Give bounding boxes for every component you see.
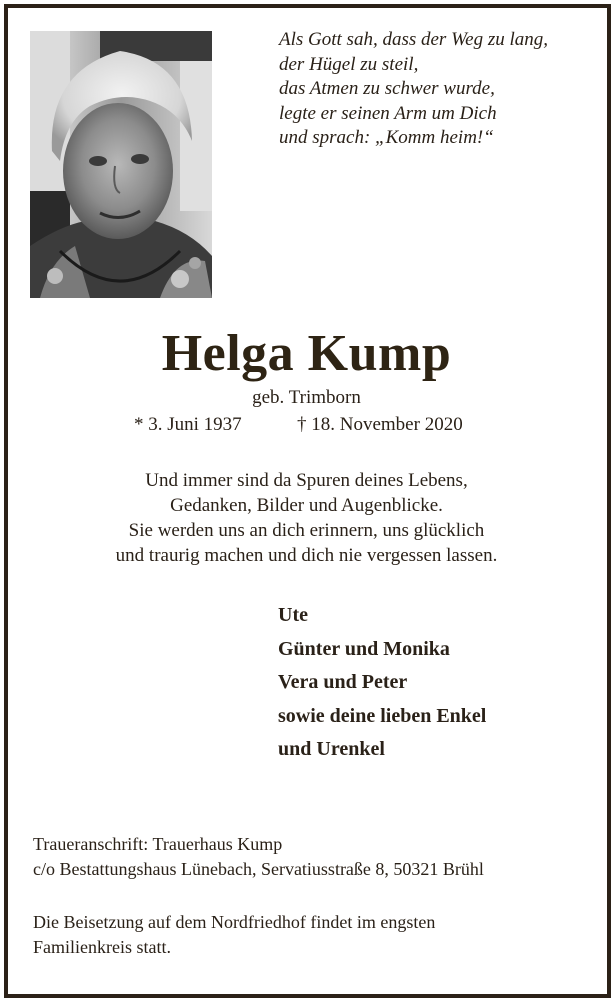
poem-line: Als Gott sah, dass der Weg zu lang,	[279, 29, 549, 50]
burial-line: Die Beisetzung auf dem Nordfriedhof findet im engsten	[33, 912, 436, 932]
mourners-list	[278, 599, 486, 767]
mourning-address	[33, 832, 484, 882]
verse-line: und traurig machen und dich nie vergessen lassen.	[115, 545, 498, 566]
birth-date: * 3. Juni 1937	[134, 414, 242, 435]
death-date: † 18. November 2020	[297, 414, 463, 435]
poem-line: das Atmen zu schwer wurde,	[279, 78, 495, 99]
address-line: c/o Bestattungshaus Lünebach, Servatiusstraße 8, 50321 Brühl	[33, 859, 484, 879]
birth-name: geb. Trimborn	[252, 387, 361, 408]
address-line: Traueranschrift: Trauerhaus Kump	[33, 834, 283, 854]
portrait-image	[30, 31, 212, 298]
mourner-line: und Urenkel	[278, 738, 385, 760]
verse-line: Gedanken, Bilder und Augenblicke.	[170, 495, 443, 516]
mourner-line: Vera und Peter	[278, 671, 408, 693]
mourner-line: Günter und Monika	[278, 637, 450, 660]
poem-block	[279, 28, 599, 151]
deceased-name: Helga Kump	[161, 325, 452, 382]
verse-line: Und immer sind da Spuren deines Lebens,	[145, 470, 468, 491]
burial-notice	[33, 910, 435, 960]
memorial-verse	[0, 468, 613, 568]
verse-line: Sie werden uns an dich erinnern, uns glücklich	[128, 520, 485, 541]
poem-line: legte er seinen Arm um Dich	[279, 102, 497, 124]
mourner-line: Ute	[278, 604, 308, 626]
burial-line: Familienkreis statt.	[33, 937, 171, 957]
poem-line: der Hügel zu steil,	[279, 53, 419, 75]
mourner-line: sowie deine lieben Enkel	[278, 704, 487, 727]
poem-line: und sprach: „Komm heim!“	[279, 127, 494, 148]
portrait-photo	[30, 31, 212, 298]
